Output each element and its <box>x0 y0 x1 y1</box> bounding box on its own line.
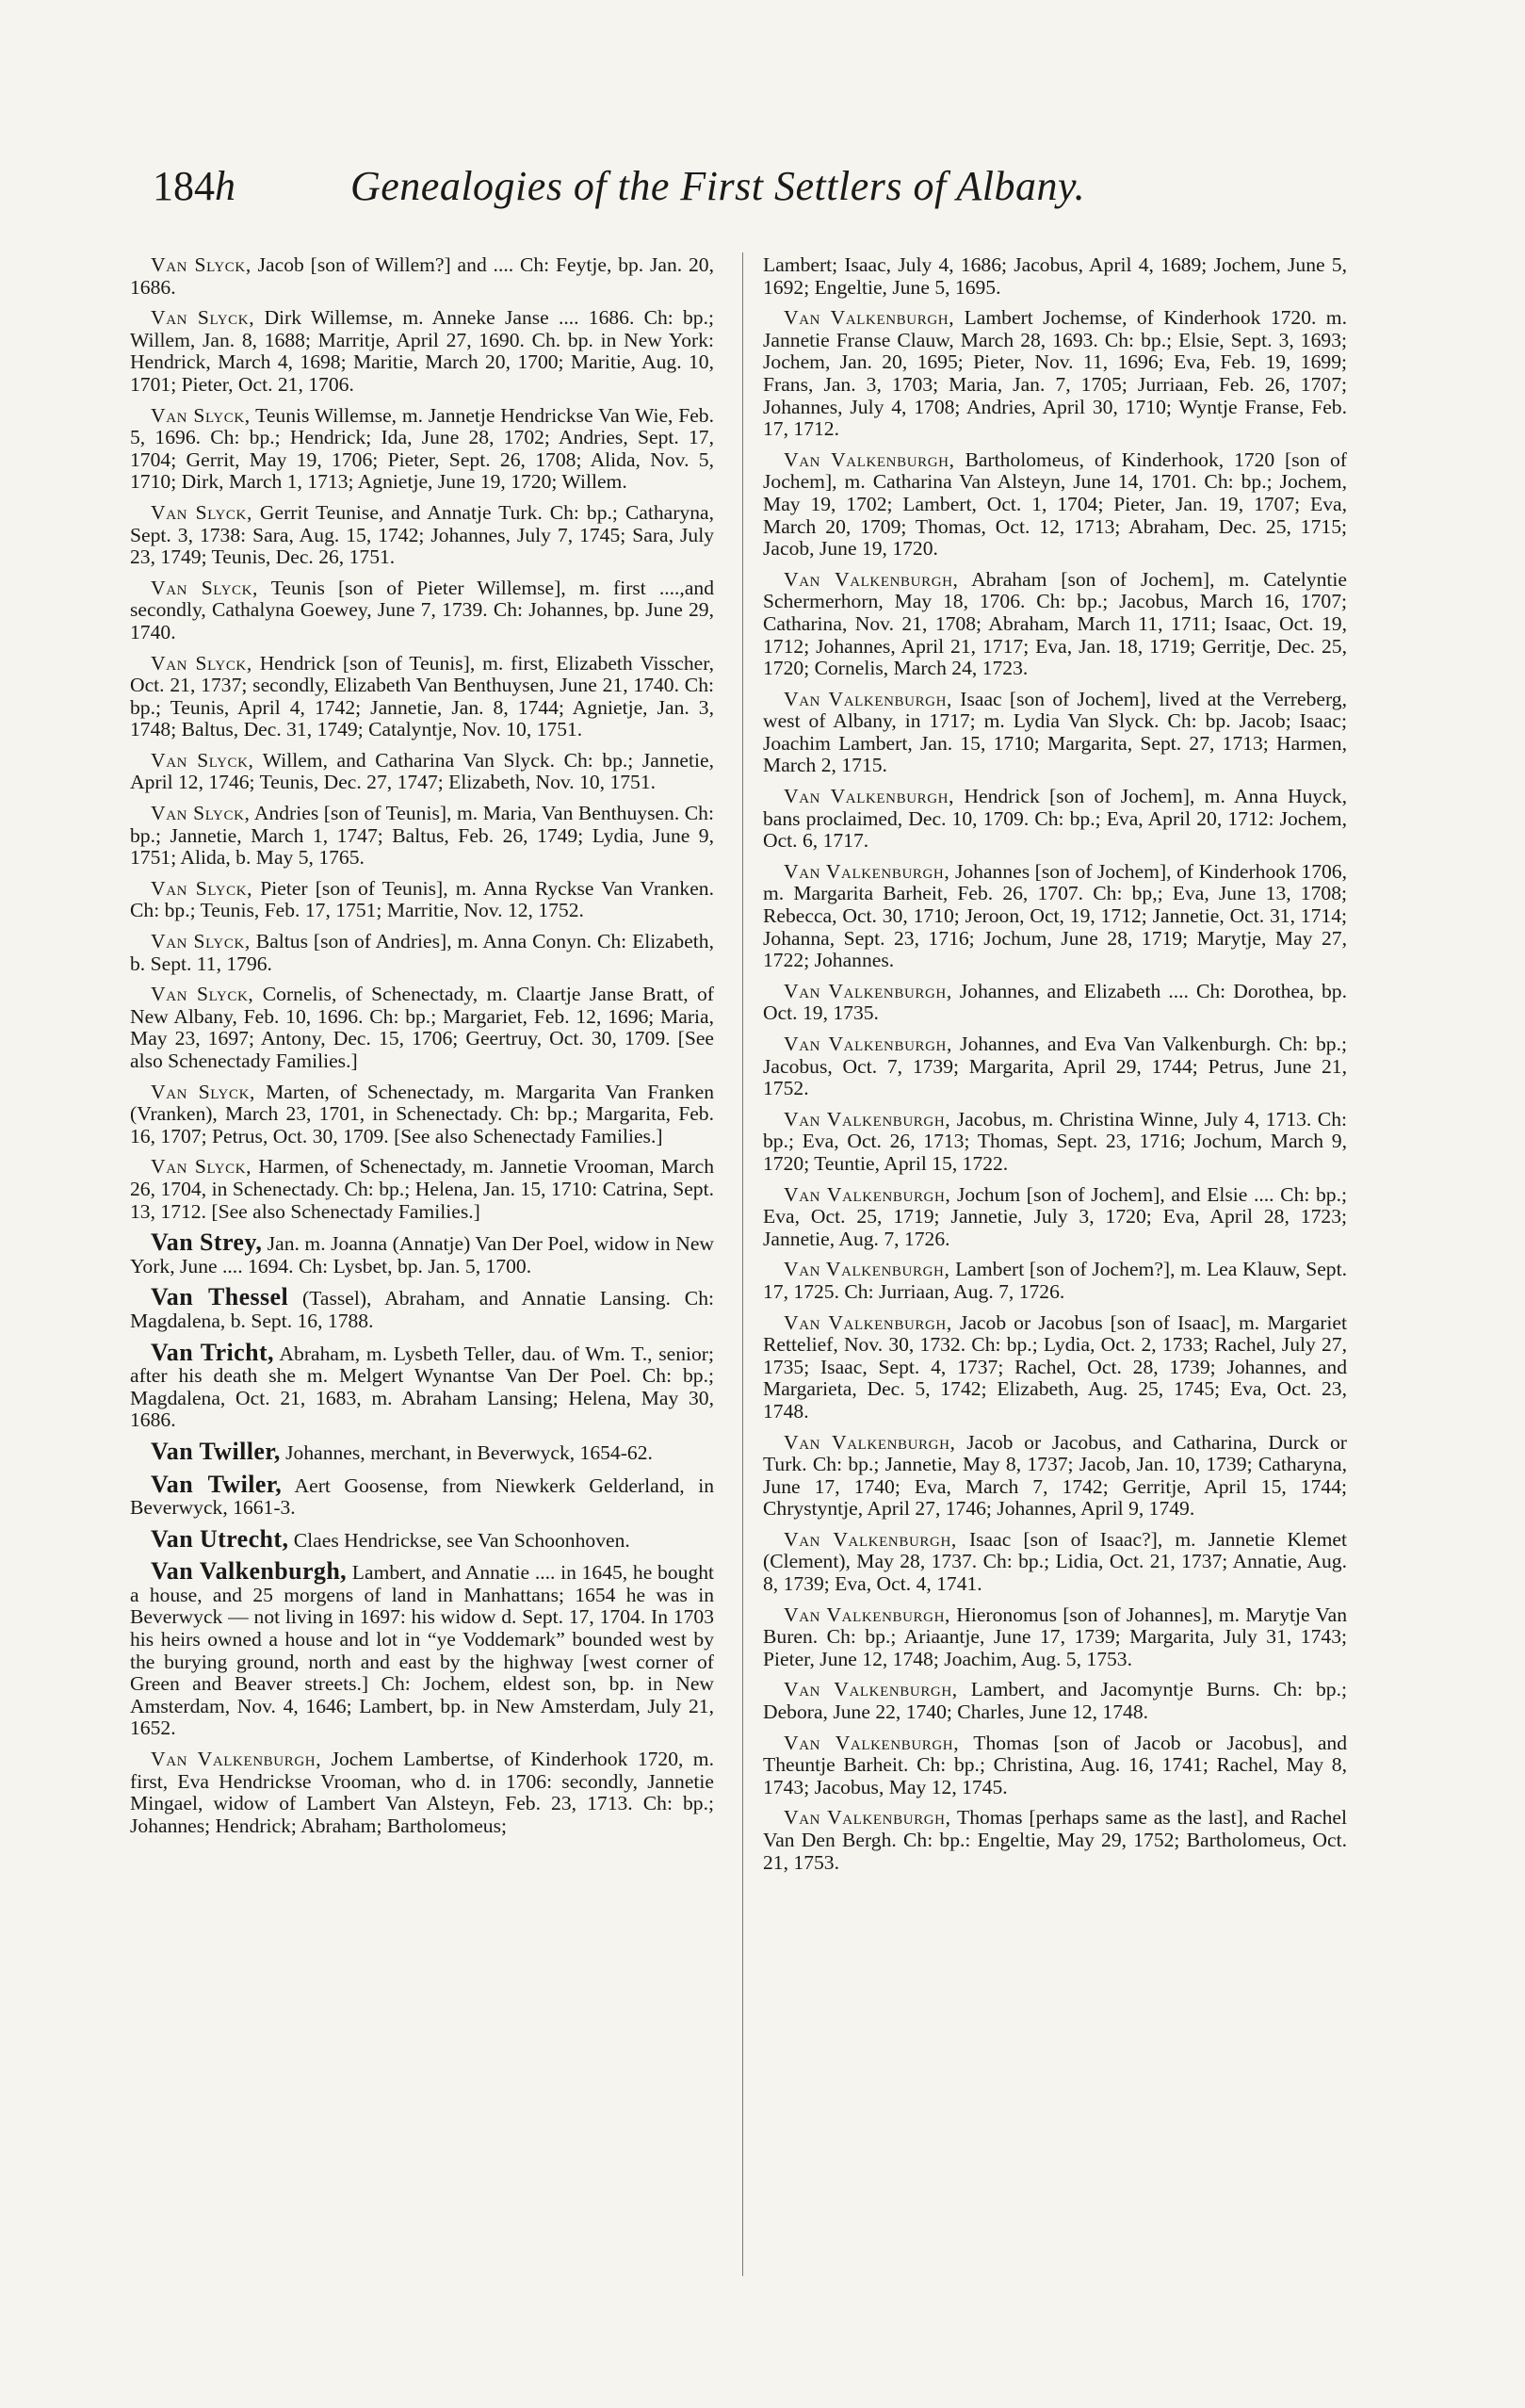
entry-headword: Van Twiler, <box>151 1470 283 1498</box>
genealogy-entry <box>763 1109 1347 1176</box>
page-number: 184h <box>153 163 235 209</box>
entry-text: Teunis Willemse, m. Jannetje Hendrickse Van Wie, Feb. 5, 1696. Ch: bp.; Hendrick; Ida, June 28, 1702; Andries, Sept. 17, 1704; Gerrit, May 19, 1706; Pieter, Sept. 26, 1708; Alida, Nov. 5, 1710; Dirk, March 1, 1713; Agnietje, June 19, 1720; Willem. <box>130 403 714 494</box>
entry-surname: Van Slyck, <box>151 500 252 524</box>
entry-surname: Van Slyck, <box>151 306 255 330</box>
entry-surname: Van Valkenburgh, <box>784 447 955 471</box>
entry-text: Baltus [son of Andries], m. Anna Conyn. Ch: Elizabeth, b. Sept. 11, 1796. <box>130 930 715 975</box>
entry-surname: Van Valkenburgh, <box>784 1310 952 1334</box>
entry-text: Johannes, and Elizabeth .... Ch: Dorothea, bp. Oct. 19, 1735. <box>763 979 1347 1025</box>
genealogy-entry <box>763 1679 1347 1723</box>
entry-surname: Van Slyck, <box>151 1080 256 1103</box>
entry-text: Pieter [son of Teunis], m. Anna Ryckse Van Vranken. Ch: bp.; Teunis, Feb. 17, 1751; Marritie, Nov. 12, 1752. <box>130 876 714 922</box>
right-column <box>763 254 1347 1882</box>
entry-surname: Van Slyck, <box>151 651 252 675</box>
genealogy-entry <box>130 307 714 396</box>
genealogy-entry <box>763 1733 1347 1799</box>
entry-text: Lambert, and Annatie .... in 1645, he bought a house, and 25 morgens of land in Manhattans; 1654 he was in Beverwyck — not living in 1697: his widow d. Sept. 17, 1704. In 1703 his heirs owned a house and lot in “ye Voddemark” bounded west by the burying ground, north and east by the highway [west corner of Green and Beaver streets.] Ch: Jochem, eldest son, bp. in New Amsterdam, Nov. 4, 1646; Lambert, bp. in New Amsterdam, July 21, 1652. <box>130 1561 714 1740</box>
entry-text: Lambert [son of Jochem?], m. Lea Klauw, Sept. 17, 1725. Ch: Jurriaan, Aug. 7, 1726. <box>763 1258 1347 1303</box>
genealogy-entry <box>130 1437 714 1465</box>
entry-text: Johannes [son of Jochem], of Kinderhook 1706, m. Margarita Barheit, Feb. 26, 1707. Ch: bp,; Eva, June 13, 1708; Rebecca, Oct. 30, 1710; Jeroon, Oct, 19, 1712; Jannetie, Oct. 31, 1714; Johanna, Sept. 23, 1716; Jochum, June 28, 1719; Marytje, May 27, 1722; Johannes. <box>763 859 1347 972</box>
entry-headword: Van Thessel <box>151 1283 289 1311</box>
genealogy-entry <box>130 750 714 794</box>
genealogy-entry <box>763 1184 1347 1251</box>
entry-text: Harmen, of Schenectady, m. Jannetie Vrooman, March 26, 1704, in Schenectady. Ch: bp.; Helena, Jan. 15, 1710: Catrina, Sept. 13, 1712. [See also Schenectady Families.] <box>130 1155 714 1223</box>
entry-headword: Van Valkenburgh, <box>151 1557 348 1586</box>
entry-text: Johannes, and Eva Van Valkenburgh. Ch: bp.; Jacobus, Oct. 7, 1739; Margarita, April 29, 1744; Petrus, June 21, 1752. <box>763 1033 1347 1100</box>
entry-surname: Van Valkenburgh, <box>784 1258 950 1281</box>
entry-surname: Van Valkenburgh, <box>784 567 959 591</box>
entry-text: Jochem Lambertse, of Kinderhook 1720, m. first, Eva Hendrickse Vrooman, who d. in 1706: secondly, Jannetie Mingael, widow of Lambert Van Alsteyn, Feb. 23, 1713. Ch: bp.; Johannes; Hendrick; Abraham; Bartholomeus; <box>130 1748 714 1837</box>
genealogy-entry <box>763 1529 1347 1596</box>
entry-surname: Van Slyck, <box>151 576 259 599</box>
genealogy-entry <box>130 1283 714 1332</box>
entry-text: Abraham [son of Jochem], m. Catelyntie Schermerhorn, May 18, 1706. Ch: bp.; Jacobus, March 16, 1707; Catharina, Nov. 21, 1708; Abraham, March 11, 1711; Isaac, Oct. 19, 1712; Johannes, April 21, 1717; Eva, Jan. 18, 1719; Gerritje, Dec. 25, 1720; Cornelis, March 24, 1723. <box>763 567 1347 680</box>
genealogy-entry <box>130 1470 715 1520</box>
genealogy-entry <box>130 1156 714 1223</box>
entry-surname: Van Slyck, <box>151 253 251 276</box>
entry-text: Hieronomus [son of Johannes], m. Marytje Van Buren. Ch: bp.; Ariaantje, June 17, 1739; Margarita, July 31, 1743; Pieter, June 12, 1748; Joachim, Aug. 5, 1753. <box>763 1603 1347 1670</box>
entry-text: Hendrick [son of Teunis], m. first, Elizabeth Visscher, Oct. 21, 1737; secondly, Elizabeth Van Benthuysen, June 21, 1740. Ch: bp.; Teunis, April 4, 1742; Jannetie, Jan. 8, 1744; Agnietje, Jan. 3, 1748; Baltus, Dec. 31, 1749; Catalyntje, Nov. 10, 1751. <box>130 651 714 741</box>
entry-surname: Van Valkenburgh, <box>784 1430 956 1454</box>
page-header <box>153 162 1160 219</box>
entry-surname: Van Valkenburgh, <box>784 1182 951 1206</box>
entry-surname: Van Valkenburgh, <box>784 1527 957 1551</box>
entry-text: Dirk Willemse, m. Anneke Janse .... 1686. Ch: bp.; Willem, Jan. 8, 1688; Marritje, April 27, 1690. Ch. bp. in New York: Hendrick, March 4, 1698; Maritie, March 20, 1700; Maritie, Aug. 10, 1701; Pieter, Oct. 21, 1706. <box>130 306 715 396</box>
entry-surname: Van Slyck, <box>151 802 251 825</box>
entry-text: (Tassel), Abraham, and Annatie Lansing. Ch: Magdalena, b. Sept. 16, 1788. <box>130 1287 714 1332</box>
entry-text: Aert Goosense, from Niewkerk Gelderland, in Beverwyck, 1661-3. <box>130 1473 715 1520</box>
genealogy-entry <box>763 254 1347 299</box>
genealogy-entry <box>130 653 714 741</box>
entry-text: Jacob or Jacobus, and Catharina, Durck or Turk. Ch: bp.; Jannetie, May 8, 1737; Jacob, Jan. 10, 1739; Catharyna, June 17, 1740; Eva, March 7, 1742; Gerritje, April 15, 1744; Chrystyntje, April 27, 1746; Johannes, April 9, 1749. <box>763 1430 1347 1521</box>
column-divider <box>742 252 743 2276</box>
entry-surname: Van Slyck, <box>151 748 254 772</box>
entry-text: Lambert Jochemse, of Kinderhook 1720. m. Jannetie Franse Clauw, March 28, 1693. Ch: bp.; Elsie, Sept. 3, 1693; Jochem, Jan. 20, 1695; Pieter, Nov. 11, 1696; Eva, Feb. 19, 1699; Frans, Jan. 3, 1703; Maria, Jan. 7, 1705; Jurriaan, Feb. 26, 1707; Johannes, July 4, 1708; Andries, April 30, 1710; Wyntje Franse, Feb. 17, 1712. <box>763 306 1347 441</box>
entry-text: Cornelis, of Schenectady, m. Claartje Janse Bratt, of New Albany, Feb. 10, 1696. Ch: bp.; Margariet, Feb. 12, 1696; Maria, May 23, 1697; Antony, Dec. 15, 1706; Geertruy, Oct. 30, 1709. [See also Schenectady Families.] <box>130 983 714 1072</box>
entry-surname: Van Valkenburgh, <box>784 859 950 883</box>
entry-text: Thomas [perhaps same as the last], and Rachel Van Den Bergh. Ch: bp.: Engeltie, May 29, 1752; Bartholomeus, Oct. 21, 1753. <box>763 1806 1347 1874</box>
entry-text: Isaac [son of Jochem], lived at the Verreberg, west of Albany, in 1717; m. Lydia Van Slyck. Ch: bp. Jacob; Isaac; Joachim Lambert, Jan. 15, 1710; Margarita, Sept. 27, 1713; Harmen, March 2, 1715. <box>763 687 1347 777</box>
genealogy-entry <box>763 981 1347 1025</box>
genealogy-entry <box>763 861 1347 972</box>
running-title: Genealogies of the First Settlers of Albany. <box>350 163 1086 209</box>
genealogy-entry <box>130 803 714 870</box>
entry-text: Jan. m. Joanna (Annatje) Van Der Poel, widow in New York, June .... 1694. Ch: Lysbet, bp. Jan. 5, 1700. <box>130 1232 714 1277</box>
entry-text: Claes Hendrickse, see Van Schoonhoven. <box>288 1528 630 1552</box>
genealogy-entry <box>763 1604 1347 1671</box>
entry-text: Gerrit Teunise, and Annatje Turk. Ch: bp.; Catharyna, Sept. 3, 1738: Sara, Aug. 15, 1742; Johannes, July 7, 1745; Sara, July 23, 1749; Teunis, Dec. 26, 1751. <box>130 500 714 569</box>
entry-surname: Van Slyck, <box>151 930 251 953</box>
genealogy-entry <box>763 786 1347 853</box>
entry-text: Andries [son of Teunis], m. Maria, Van Benthuysen. Ch: bp.; Jannetie, March 1, 1747; Baltus, Feb. 26, 1749; Lydia, June 9, 1751; Alida, b. May 5, 1765. <box>130 802 714 870</box>
entry-text: Hendrick [son of Jochem], m. Anna Huyck, bans proclaimed, Dec. 10, 1709. Ch: bp.; Eva, April 20, 1712: Jochem, Oct. 6, 1717. <box>763 785 1347 853</box>
genealogy-entry <box>763 1312 1347 1424</box>
entry-surname: Van Valkenburgh, <box>784 1603 951 1626</box>
genealogy-entry <box>130 984 714 1072</box>
entry-text: Jacob or Jacobus [son of Isaac], m. Margariet Rettelief, Nov. 30, 1732. Ch: bp.; Lydia, Oct. 2, 1733; Rachel, July 27, 1735; Isaac, Sept. 4, 1737; Rachel, Oct. 28, 1739; Johannes, and Margarieta, Dec. 5, 1742; Elizabeth, Aug. 25, 1745; Eva, Oct. 23, 1748. <box>763 1310 1347 1423</box>
genealogy-entry <box>130 254 714 299</box>
entry-text: Willem, and Catharina Van Slyck. Ch: bp.; Jannetie, April 12, 1746; Teunis, Dec. 27, 1747; Elizabeth, Nov. 10, 1751. <box>130 748 714 794</box>
genealogy-entry <box>763 1259 1347 1303</box>
entry-headword: Van Tricht, <box>151 1338 274 1366</box>
genealogy-entry <box>763 307 1347 441</box>
entry-text: Lambert; Isaac, July 4, 1686; Jacobus, April 4, 1689; Jochem, June 5, 1692; Engeltie, June 5, 1695. <box>763 253 1347 299</box>
entry-text: Jacob [son of Willem?] and .... Ch: Feytje, bp. Jan. 20, 1686. <box>130 253 714 299</box>
entry-surname: Van Valkenburgh, <box>784 1107 951 1131</box>
entry-surname: Van Slyck, <box>151 403 251 427</box>
entry-text: Lambert, and Jacomyntje Burns. Ch: bp.; Debora, June 22, 1740; Charles, June 12, 1748. <box>763 1678 1347 1724</box>
genealogy-entry <box>130 1557 714 1740</box>
genealogy-entry <box>130 878 714 922</box>
genealogy-entry <box>130 502 714 569</box>
genealogy-entry <box>130 931 714 975</box>
entry-headword: Van Strey, <box>151 1228 263 1257</box>
entry-surname: Van Valkenburgh, <box>784 1806 951 1830</box>
entry-text: Isaac [son of Isaac?], m. Jannetie Klemet (Clement), May 28, 1737. Ch: bp.; Lidia, Oct. 21, 1737; Annatie, Aug. 8, 1739; Eva, Oct. 4, 1741. <box>763 1527 1347 1596</box>
entry-text: Jacobus, m. Christina Winne, July 4, 1713. Ch: bp.; Eva, Oct. 26, 1713; Thomas, Sept. 23, 1716; Jochum, March 9, 1720; Teuntie, April 15, 1722. <box>763 1107 1347 1175</box>
genealogy-entry <box>130 405 714 494</box>
entry-surname: Van Valkenburgh, <box>151 1748 322 1771</box>
genealogy-entry <box>130 1749 714 1837</box>
entry-surname: Van Slyck, <box>151 876 253 900</box>
entry-text: Jochum [son of Jochem], and Elsie .... Ch: bp.; Eva, Oct. 25, 1719; Jannetie, July 3, 1720; Eva, April 28, 1723; Jannetie, Aug. 7, 1726. <box>763 1182 1347 1250</box>
genealogy-entry <box>763 1807 1347 1874</box>
entry-text: Thomas [son of Jacob or Jacobus], and Theuntje Barheit. Ch: bp.; Christina, Aug. 16, 1741; Rachel, May 8, 1743; Jacobus, May 12, 1745. <box>763 1731 1347 1798</box>
genealogy-entry <box>130 1338 714 1432</box>
entry-headword: Van Utrecht, <box>151 1524 289 1553</box>
entry-surname: Van Valkenburgh, <box>784 979 952 1002</box>
entry-surname: Van Valkenburgh, <box>784 1731 960 1754</box>
entry-surname: Van Valkenburgh, <box>784 306 955 330</box>
genealogy-entry <box>763 1033 1347 1100</box>
genealogy-entry <box>763 689 1347 777</box>
entry-text: Bartholomeus, of Kinderhook, 1720 [son of Jochem], m. Catharina Van Alsteyn, June 14, 1701. Ch: bp.; Jochem, May 19, 1702; Lambert, Oct. 1, 1704; Pieter, Jan. 19, 1707; Eva, March 20, 1709; Thomas, Oct. 12, 1713; Abraham, Dec. 25, 1715; Jacob, June 19, 1720. <box>763 447 1347 561</box>
entry-surname: Van Valkenburgh, <box>784 1678 958 1701</box>
entry-surname: Van Valkenburgh, <box>784 687 953 710</box>
left-column <box>130 254 714 1846</box>
entry-surname: Van Valkenburgh, <box>784 1033 952 1055</box>
genealogy-entry <box>130 1228 714 1277</box>
genealogy-entry <box>130 1082 714 1148</box>
genealogy-entry <box>763 449 1347 561</box>
genealogy-entry <box>763 569 1347 680</box>
entry-headword: Van Twiller, <box>151 1437 281 1465</box>
entry-text: Abraham, m. Lysbeth Teller, dau. of Wm. T., senior; after his death she m. Melgert Wynantse Van Der Poel. Ch: bp.; Magdalena, Oct. 21, 1683, m. Abraham Lansing; Helena, May 30, 1686. <box>130 1342 714 1432</box>
entry-surname: Van Valkenburgh, <box>784 785 955 808</box>
genealogy-entry <box>130 578 714 644</box>
entry-text: Marten, of Schenectady, m. Margarita Van Franken (Vranken), March 23, 1701, in Schenectady. Ch: bp.; Margarita, Feb. 16, 1707; Petrus, Oct. 30, 1709. [See also Schenectady Families.] <box>130 1080 714 1147</box>
entry-surname: Van Slyck, <box>151 983 254 1006</box>
entry-surname: Van Slyck, <box>151 1155 252 1179</box>
entry-text: Johannes, merchant, in Beverwyck, 1654-62. <box>280 1440 653 1464</box>
entry-text: Teunis [son of Pieter Willemse], m. first ....,and secondly, Cathalyna Goewey, June 7, 1739. Ch: Johannes, bp. June 29, 1740. <box>130 576 714 643</box>
genealogy-entry <box>130 1524 714 1553</box>
genealogy-entry <box>763 1432 1347 1521</box>
